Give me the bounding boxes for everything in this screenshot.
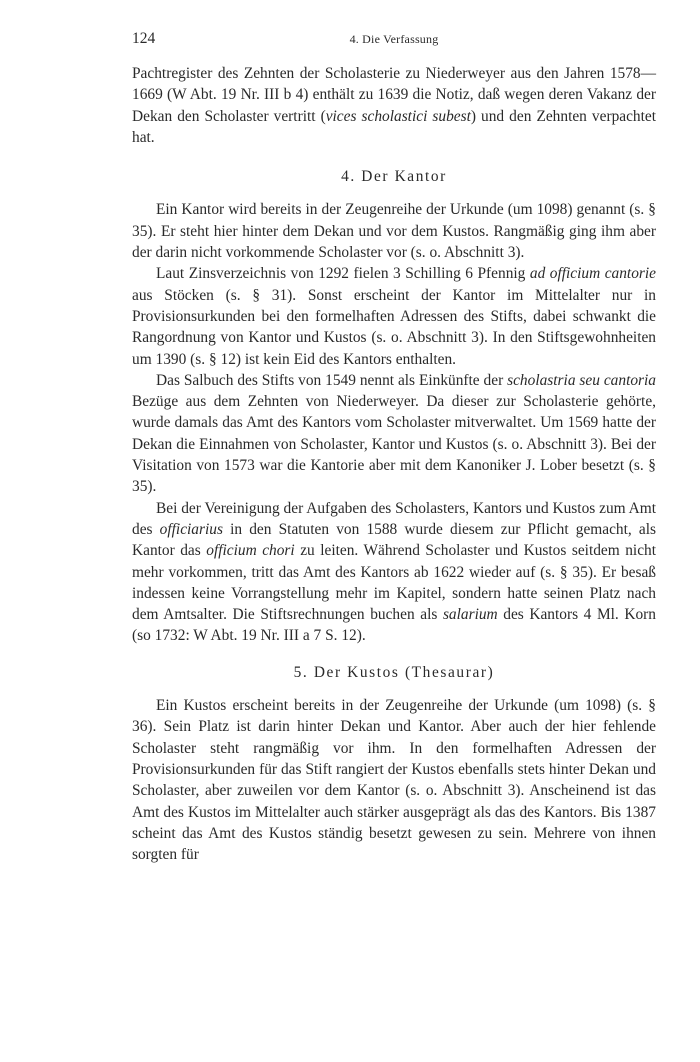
text-run: Bezüge aus dem Zehnten von Niederweyer. Da dieser zur Scholasterie gehörte, wurde damals das Amt des Kantors vom Scholaster mitverwaltet. Um 1569 hatte der Dekan die Einnahmen von Scholaster, Kantor und Kustos (s. o. Abschnitt 3). Bei der Visitation von 1573 war die Kantorie aber mit dem Kanoniker J. Lober besetzt (s. § 35). bbox=[132, 393, 656, 496]
latin-term: salarium bbox=[442, 606, 498, 624]
running-head bbox=[132, 30, 656, 50]
text-run: des Kantors 4 Ml. Korn (so 1732: W Abt. 19 Nr. III a 7 S. 12). bbox=[132, 606, 656, 645]
text-run: Das Salbuch des Stifts von 1549 nennt als Einkünfte der bbox=[156, 371, 508, 389]
latin-term: scholastria seu cantoria bbox=[507, 371, 657, 389]
body-text bbox=[132, 63, 656, 865]
text-run: Laut Zinsverzeichnis von 1292 fielen 3 Schilling 6 Pfennig bbox=[156, 265, 530, 283]
latin-term: officium chori bbox=[206, 542, 295, 560]
text-run: Bei der Vereinigung der Aufgaben des Scholasters, Kantors und Kustos zum Amt des bbox=[132, 499, 656, 538]
text-run: aus Stöcken (s. § 31). Sonst erscheint der Kantor im Mittelalter nur in Provisionsurkunden bei den formelhaften Adressen des Stifts, dabei schwankt die Rangordnung von Kantor und Kustos (s. o. Abschnitt 3). In den Stiftsgewohnheiten um 1390 (s. § 12) ist kein Eid des Kantors enthalten. bbox=[132, 286, 656, 368]
latin-term: vices scholastici subest bbox=[325, 107, 471, 125]
kustos-paragraph-1: Ein Kustos erscheint bereits in der Zeugenreihe der Urkunde (um 1098) (s. § 36). Sein Platz ist darin hinter Dekan und Kantor. Aber auch der hier fehlende Scholaster steht rangmäßig vor ihm. In den formelhaften Adressen der Provisionsurkunden für das Stift rangiert der Kustos ebenfalls stets hinter Dekan und Scholaster, aber zuweilen vor dem Kantor (s. o. Abschnitt 3). Anscheinend ist das Amt des Kustos im Mittelalter auch stärker ausgeprägt als das des Kantors. Bis 1387 scheint das Amt des Kustos ständig besetzt gewesen zu sein. Mehrere von ihnen sorgten für bbox=[132, 697, 656, 864]
kantor-paragraph-2 bbox=[132, 263, 656, 369]
running-head-title: 4. Die Verfassung bbox=[349, 32, 439, 46]
kantor-paragraph-3 bbox=[132, 370, 656, 498]
latin-term: ad officium cantorie bbox=[529, 265, 656, 283]
text-run: ) und den Zehnten verpachtet hat. bbox=[132, 107, 657, 146]
text-run: Pachtregister des Zehnten der Scholasterie zu Niederweyer aus den Jahren 1578—1669 (W Abt. 19 Nr. III b 4) enthält zu 1639 die Notiz, daß wegen deren Vakanz der Dekan den Scholaster vertritt ( bbox=[132, 65, 656, 125]
kantor-paragraph-1: Ein Kantor wird bereits in der Zeugenreihe der Urkunde (um 1098) genannt (s. § 35). Er steht hier hinter dem Dekan und vor dem Kustos. Rangmäßig ging ihm aber der darin nicht vorkommende Scholaster vor (s. o. Abschnitt 3). bbox=[132, 201, 656, 262]
section-heading-kantor: 4. Der Kantor bbox=[341, 168, 447, 186]
page-number: 124 bbox=[132, 30, 156, 47]
kantor-paragraph-4 bbox=[132, 498, 656, 647]
section-heading-kustos: 5. Der Kustos (Thesaurar) bbox=[293, 663, 495, 681]
intro-paragraph bbox=[132, 63, 656, 148]
text-run: in den Statuten von 1588 wurde diesem zur Pflicht gemacht, als Kantor das bbox=[132, 520, 656, 560]
latin-term: officiarius bbox=[159, 520, 223, 538]
text-run: zu leiten. Während Scholaster und Kustos seitdem nicht mehr vorkommen, tritt das Amt des Kantors ab 1622 wieder auf (s. § 35). Er besaß indessen keine Vorrangstellung mehr im Kapitel, sondern hatte seinen Platz nach dem Amtsalter. Die Stiftsrechnungen buchen als bbox=[132, 542, 656, 624]
